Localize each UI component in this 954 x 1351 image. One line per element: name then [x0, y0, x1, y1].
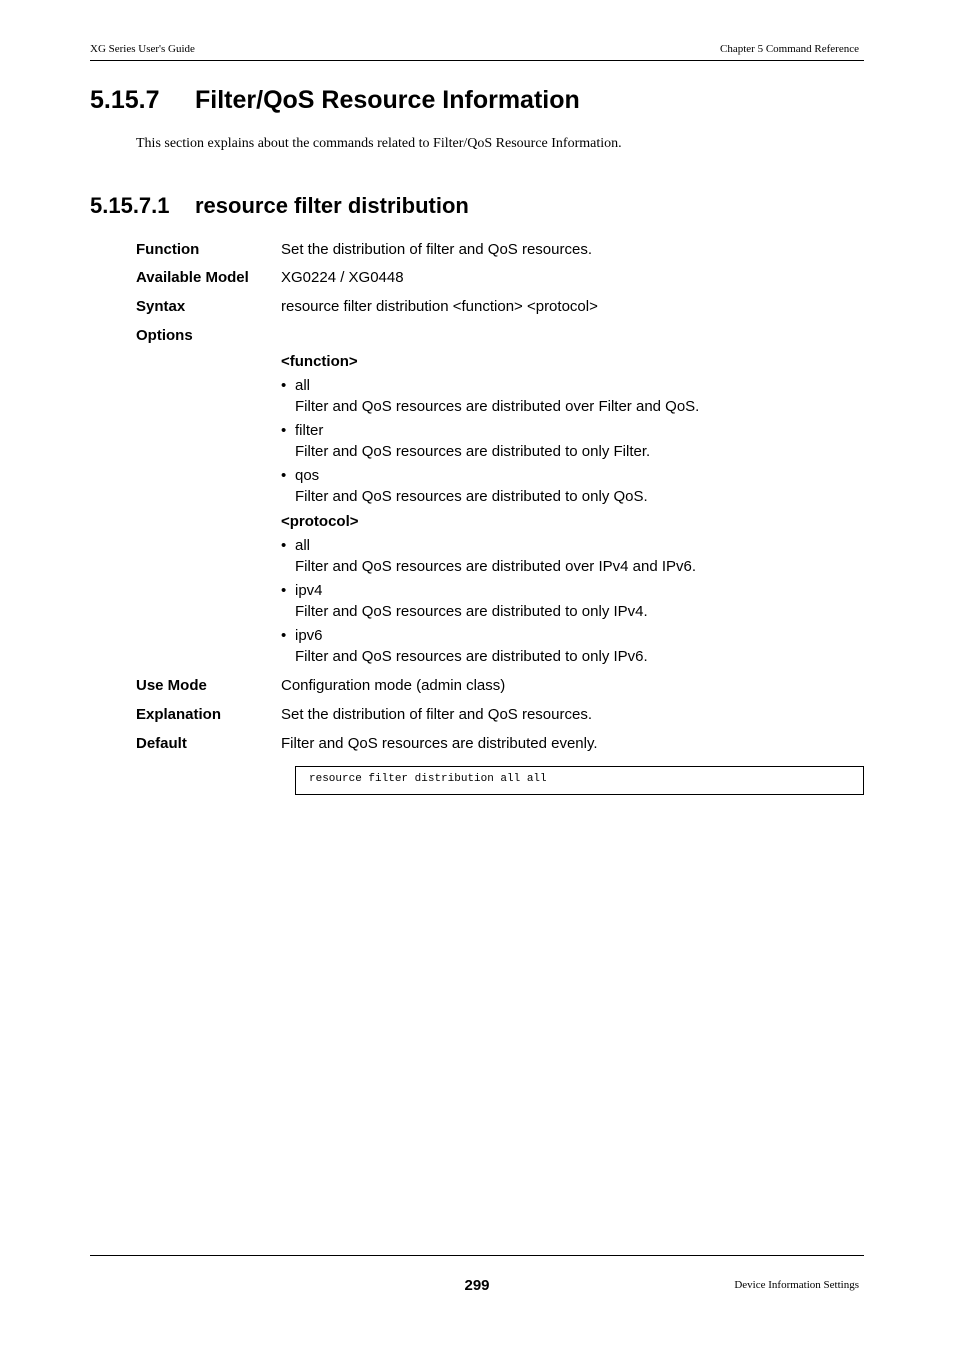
- bullet-mark: •: [281, 627, 287, 644]
- option-protocol-heading: <protocol>: [281, 513, 359, 530]
- section-intro: This section explains about the commands related to Filter/QoS Resource Information.: [136, 136, 622, 151]
- subsection-title: resource filter distribution: [195, 193, 469, 218]
- syntax-label: Syntax: [136, 298, 186, 315]
- subsection-heading: [90, 193, 469, 219]
- subsection-number: 5.15.7.1: [90, 193, 170, 218]
- option-desc: Filter and QoS resources are distributed to only Filter.: [295, 443, 651, 460]
- option-protocol-ipv6: [281, 627, 323, 644]
- option-function-all: [281, 377, 310, 394]
- section-number: 5.15.7: [90, 86, 160, 114]
- option-desc: Filter and QoS resources are distributed to only IPv4.: [295, 603, 648, 620]
- explanation-value: Set the distribution of filter and QoS resources.: [281, 706, 592, 723]
- function-value: Set the distribution of filter and QoS resources.: [281, 241, 592, 258]
- option-protocol-ipv4: [281, 582, 323, 599]
- option-name: ipv6: [295, 627, 323, 644]
- option-function-qos: [281, 467, 319, 484]
- options-label: Options: [136, 327, 193, 344]
- option-protocol-all: [281, 537, 310, 554]
- option-function-filter: [281, 422, 323, 439]
- header-chapter: Chapter 5 Command Reference: [720, 43, 859, 55]
- bullet-mark: •: [281, 422, 287, 439]
- bullet-mark: •: [281, 537, 287, 554]
- available-model-label: Available Model: [136, 269, 249, 286]
- option-name: ipv4: [295, 582, 323, 599]
- option-desc: Filter and QoS resources are distributed to only IPv6.: [295, 648, 648, 665]
- option-function-heading: <function>: [281, 353, 358, 370]
- option-desc: Filter and QoS resources are distributed over Filter and QoS.: [295, 398, 700, 415]
- footer-section: Device Information Settings: [734, 1279, 859, 1291]
- option-name: all: [295, 537, 311, 554]
- page-number: 299: [464, 1277, 490, 1294]
- header-doc-title: XG Series User's Guide: [90, 43, 195, 55]
- bullet-mark: •: [281, 582, 287, 599]
- option-name: filter: [295, 422, 324, 439]
- available-model-value: XG0224 / XG0448: [281, 269, 404, 286]
- default-value: Filter and QoS resources are distributed evenly.: [281, 735, 598, 752]
- footer-rule: [90, 1255, 864, 1256]
- explanation-label: Explanation: [136, 706, 222, 723]
- header-rule: [90, 60, 864, 61]
- section-heading: [90, 86, 580, 115]
- code-example-text: resource filter distribution all all: [309, 773, 547, 785]
- function-label: Function: [136, 241, 200, 258]
- syntax-value: resource filter distribution <function> <protocol>: [281, 298, 598, 315]
- option-desc: Filter and QoS resources are distributed to only QoS.: [295, 488, 648, 505]
- default-label: Default: [136, 735, 187, 752]
- bullet-mark: •: [281, 467, 287, 484]
- option-desc: Filter and QoS resources are distributed over IPv4 and IPv6.: [295, 558, 697, 575]
- option-name: qos: [295, 467, 320, 484]
- use-mode-value: Configuration mode (admin class): [281, 677, 506, 694]
- code-example-box: [295, 766, 864, 795]
- section-title: Filter/QoS Resource Information: [195, 86, 580, 114]
- use-mode-label: Use Mode: [136, 677, 207, 694]
- option-name: all: [295, 377, 311, 394]
- bullet-mark: •: [281, 377, 287, 394]
